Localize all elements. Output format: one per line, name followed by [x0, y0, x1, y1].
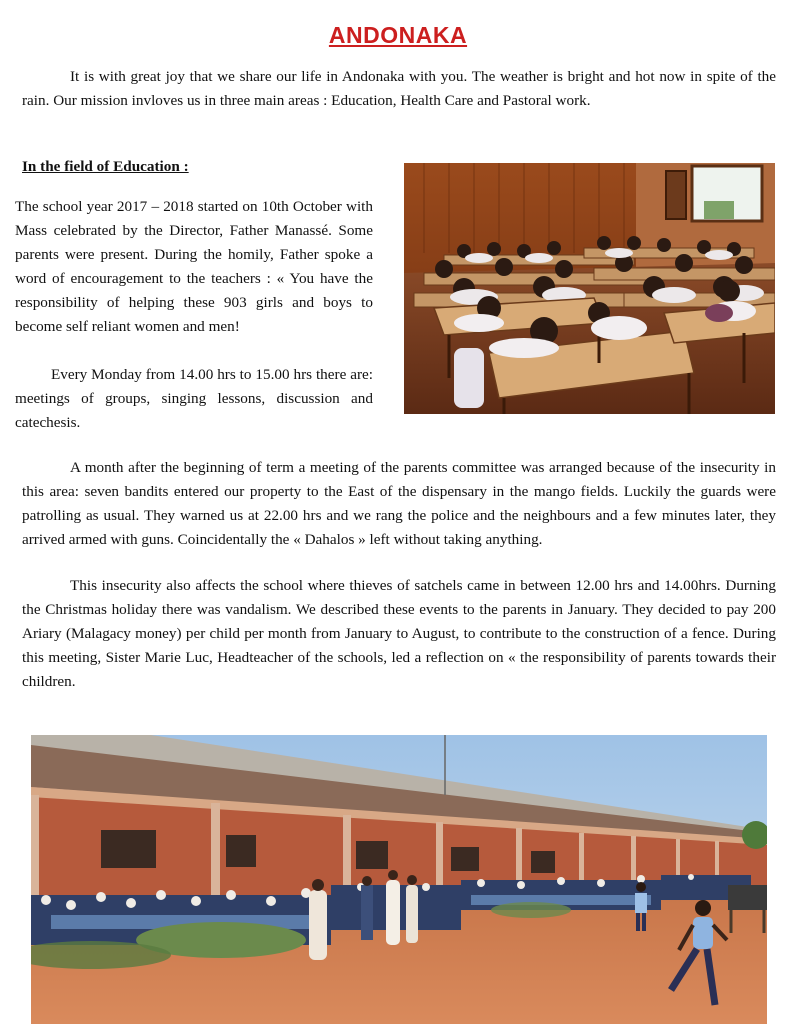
classroom-photo — [404, 163, 775, 414]
body-paragraph-2: This insecurity also affects the school where thieves of satchels came in between 12.00 hrs and 14.00hrs. Durning the Christmas holiday there was vandalism. We described these events to the parents in January. They decided to pay 200 Ariary (Malagacy money) per child per month from January to August, to contribute to the construction of a fence. During this meeting, Sister Marie Luc, Headteacher of the schools, led a reflection on « the responsibility of parents towards their children. — [22, 577, 776, 690]
body-paragraph-1: A month after the beginning of term a meeting of the parents committee was arranged because of the insecurity in this area: seven bandits entered our property to the East of the dispensary in the mango fields. Luckily the guards were patrolling as usual. They warned us at 22.00 hrs and we rang the police and the neighbours and a few minutes later, they arrived armed with guns. Coincidentally the « Dahalos » left without taking anything. — [22, 459, 776, 548]
intro-paragraph: It is with great joy that we share our life in Andonaka with you. The weather is bright and hot now in spite of the rain. Our mission invloves us in three main areas : Education, Health Care and Pastoral work. — [22, 68, 776, 109]
education-paragraph-1: The school year 2017 – 2018 started on 10th October with Mass celebrated by the Director, Father Manassé. Some parents were present. During the homily, Father spoke a word of encouragement to the teachers : « You have the responsibility of helping these 903 girls and boys to become self reliant women and men! — [15, 198, 373, 335]
page-title: ANDONAKA — [328, 22, 468, 48]
classroom-photo-illustration — [404, 163, 775, 414]
schoolyard-photo — [31, 735, 767, 1024]
schoolyard-photo-illustration — [31, 735, 767, 1024]
education-heading: In the field of Education : — [22, 158, 189, 175]
education-paragraph-2: Every Monday from 14.00 hrs to 15.00 hrs there are: meetings of groups, singing lessons, discussion and catechesis. — [15, 366, 373, 431]
